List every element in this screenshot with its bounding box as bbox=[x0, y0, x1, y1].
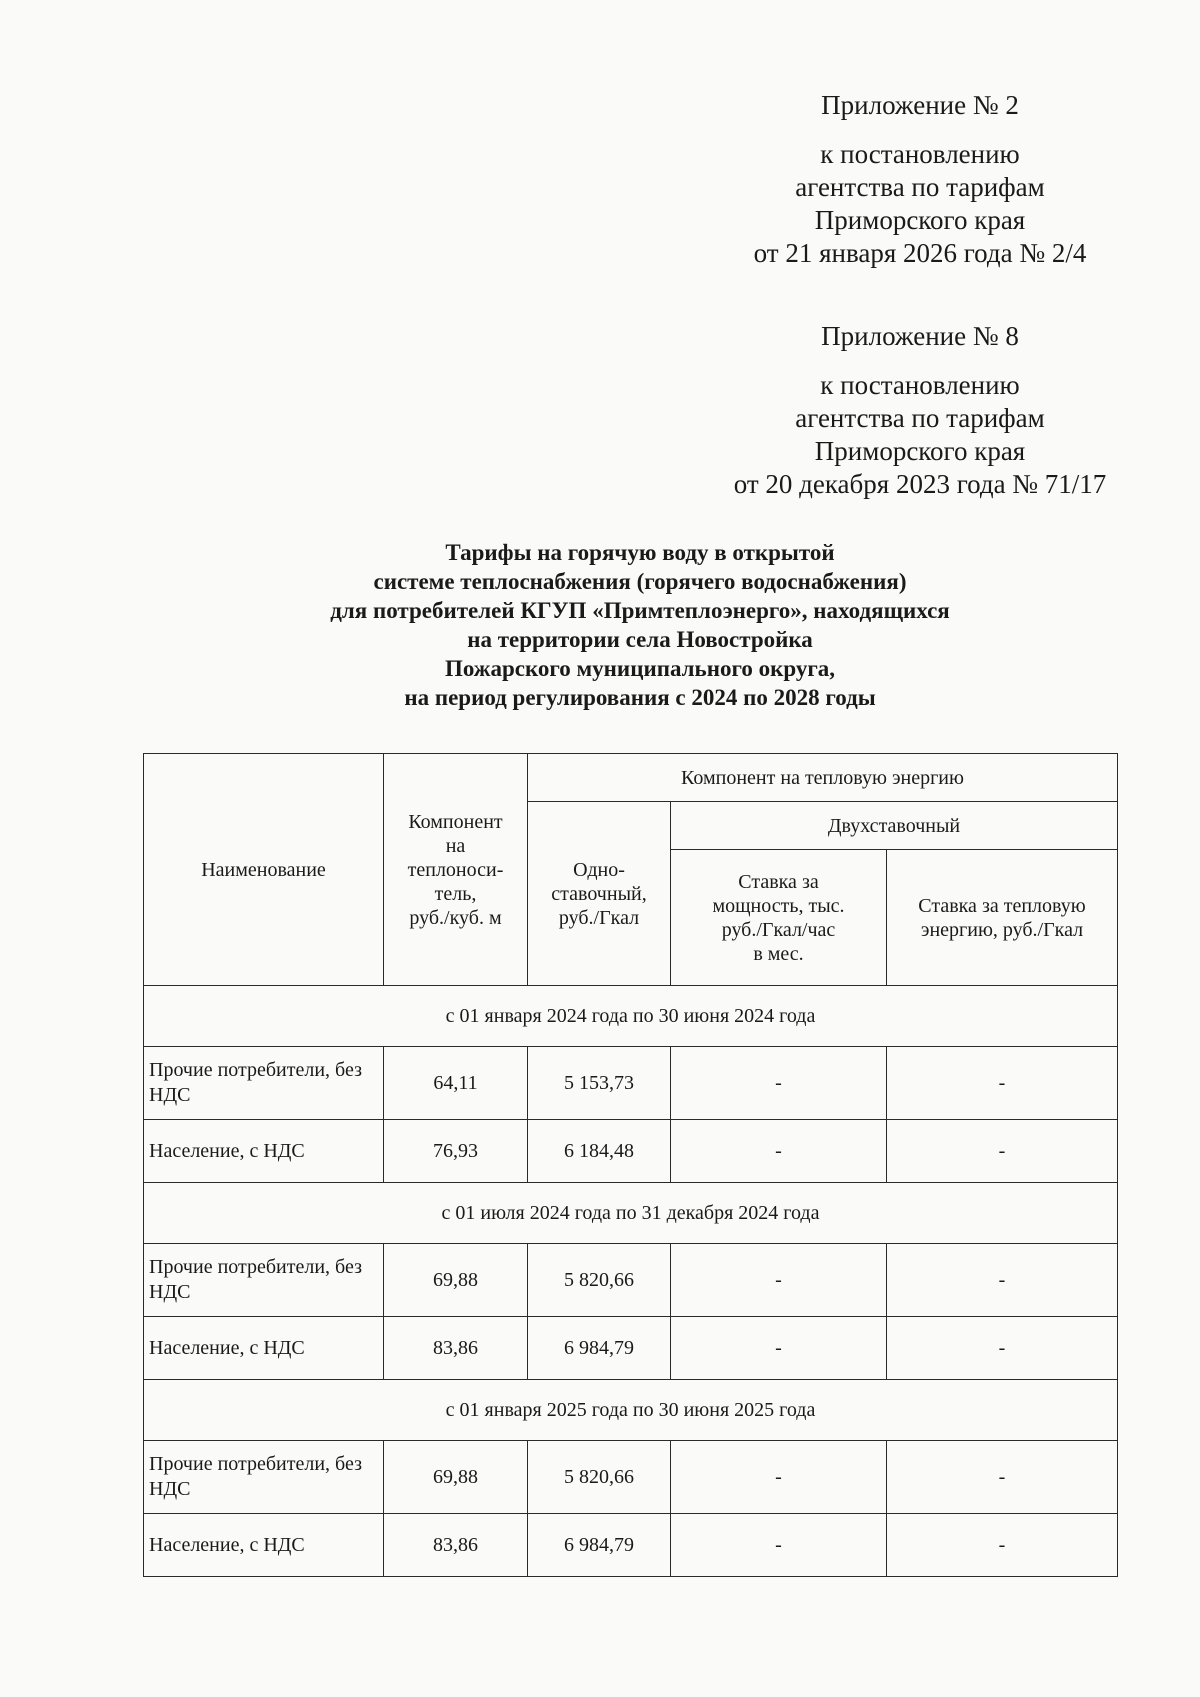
document-title-line: Тарифы на горячую воду в открытой bbox=[445, 540, 835, 565]
appendix-8-block bbox=[700, 320, 1140, 501]
header-capacity-line: в мес. bbox=[753, 942, 804, 965]
document-title-line: на территории села Новостройка bbox=[467, 627, 813, 652]
appendix-8-title: Приложение № 8 bbox=[821, 321, 1019, 351]
period-row bbox=[144, 1380, 1118, 1441]
row-energy: - bbox=[887, 1514, 1118, 1577]
row-single: 6 984,79 bbox=[528, 1317, 671, 1380]
period-label: с 01 января 2025 года по 30 июня 2025 года bbox=[144, 1380, 1118, 1441]
row-carrier: 69,88 bbox=[384, 1441, 528, 1514]
header-name: Наименование bbox=[144, 754, 384, 986]
appendix-8-line: от 20 декабря 2023 года № 71/17 bbox=[733, 469, 1107, 499]
header-carrier-line: тель, bbox=[434, 882, 477, 905]
row-name: Население, с НДС bbox=[144, 1514, 384, 1577]
appendix-2-block bbox=[700, 89, 1140, 270]
row-single: 6 184,48 bbox=[528, 1120, 671, 1183]
document-title-line: на период регулирования с 2024 по 2028 годы bbox=[404, 685, 876, 710]
header-two-rate: Двухставочный bbox=[671, 802, 1118, 850]
appendix-2-title: Приложение № 2 bbox=[821, 90, 1019, 120]
row-energy: - bbox=[887, 1244, 1118, 1317]
row-name: Население, с НДС bbox=[144, 1120, 384, 1183]
appendix-2-line: агентства по тарифам bbox=[795, 172, 1045, 202]
row-name: Прочие потребители, без НДС bbox=[144, 1244, 384, 1317]
document-title-line: системе теплоснабжения (горячего водоснабжения) bbox=[373, 569, 907, 594]
row-single: 5 153,73 bbox=[528, 1047, 671, 1120]
header-carrier-line: на bbox=[445, 834, 466, 857]
header-single-line: Одно- bbox=[573, 858, 625, 881]
table-row bbox=[144, 1317, 1118, 1380]
row-single: 5 820,66 bbox=[528, 1441, 671, 1514]
row-carrier: 76,93 bbox=[384, 1120, 528, 1183]
appendix-8-line: агентства по тарифам bbox=[795, 403, 1045, 433]
table-row bbox=[144, 1244, 1118, 1317]
row-energy: - bbox=[887, 1047, 1118, 1120]
period-row bbox=[144, 986, 1118, 1047]
row-energy: - bbox=[887, 1441, 1118, 1514]
appendix-2-line: от 21 января 2026 года № 2/4 bbox=[753, 238, 1087, 268]
row-carrier: 83,86 bbox=[384, 1317, 528, 1380]
table-row bbox=[144, 1441, 1118, 1514]
row-single: 5 820,66 bbox=[528, 1244, 671, 1317]
document-title bbox=[150, 538, 1130, 712]
appendix-8-line: к постановлению bbox=[820, 370, 1020, 400]
row-name: Прочие потребители, без НДС bbox=[144, 1441, 384, 1514]
row-energy: - bbox=[887, 1120, 1118, 1183]
table-row bbox=[144, 1047, 1118, 1120]
header-carrier-line: Компонент bbox=[408, 810, 503, 833]
row-capacity: - bbox=[671, 1514, 887, 1577]
row-capacity: - bbox=[671, 1317, 887, 1380]
tariff-table bbox=[143, 753, 1118, 1577]
appendix-8-line: Приморского края bbox=[814, 436, 1026, 466]
row-name: Прочие потребители, без НДС bbox=[144, 1047, 384, 1120]
header-capacity-line: Ставка за bbox=[738, 870, 819, 893]
row-capacity: - bbox=[671, 1047, 887, 1120]
header-heat-component: Компонент на тепловую энергию bbox=[528, 754, 1118, 802]
table-row bbox=[144, 1514, 1118, 1577]
header-capacity-line: руб./Гкал/час bbox=[721, 918, 836, 941]
row-carrier: 69,88 bbox=[384, 1244, 528, 1317]
row-single: 6 984,79 bbox=[528, 1514, 671, 1577]
table-row bbox=[144, 1120, 1118, 1183]
appendix-2-line: к постановлению bbox=[820, 139, 1020, 169]
row-carrier: 64,11 bbox=[384, 1047, 528, 1120]
header-energy-line: Ставка за тепловую bbox=[918, 894, 1086, 917]
header-capacity-rate bbox=[671, 850, 887, 986]
header-carrier bbox=[384, 754, 528, 986]
period-label: с 01 января 2024 года по 30 июня 2024 года bbox=[144, 986, 1118, 1047]
table-header-row bbox=[144, 754, 1118, 802]
document-title-line: Пожарского муниципального округа, bbox=[444, 656, 836, 681]
row-capacity: - bbox=[671, 1441, 887, 1514]
header-energy-line: энергию, руб./Гкал bbox=[920, 918, 1084, 941]
period-row bbox=[144, 1183, 1118, 1244]
header-single-line: ставочный, bbox=[551, 882, 647, 905]
row-capacity: - bbox=[671, 1120, 887, 1183]
appendix-2-line: Приморского края bbox=[814, 205, 1026, 235]
row-carrier: 83,86 bbox=[384, 1514, 528, 1577]
row-energy: - bbox=[887, 1317, 1118, 1380]
header-capacity-line: мощность, тыс. bbox=[712, 894, 845, 917]
header-single-line: руб./Гкал bbox=[558, 906, 640, 929]
row-capacity: - bbox=[671, 1244, 887, 1317]
row-name: Население, с НДС bbox=[144, 1317, 384, 1380]
header-energy-rate bbox=[887, 850, 1118, 986]
header-single-rate bbox=[528, 802, 671, 986]
document-title-line: для потребителей КГУП «Примтеплоэнерго», находящихся bbox=[330, 598, 950, 623]
header-carrier-line: теплоноси- bbox=[407, 858, 504, 881]
period-label: с 01 июля 2024 года по 31 декабря 2024 года bbox=[144, 1183, 1118, 1244]
header-carrier-line: руб./куб. м bbox=[409, 906, 502, 929]
